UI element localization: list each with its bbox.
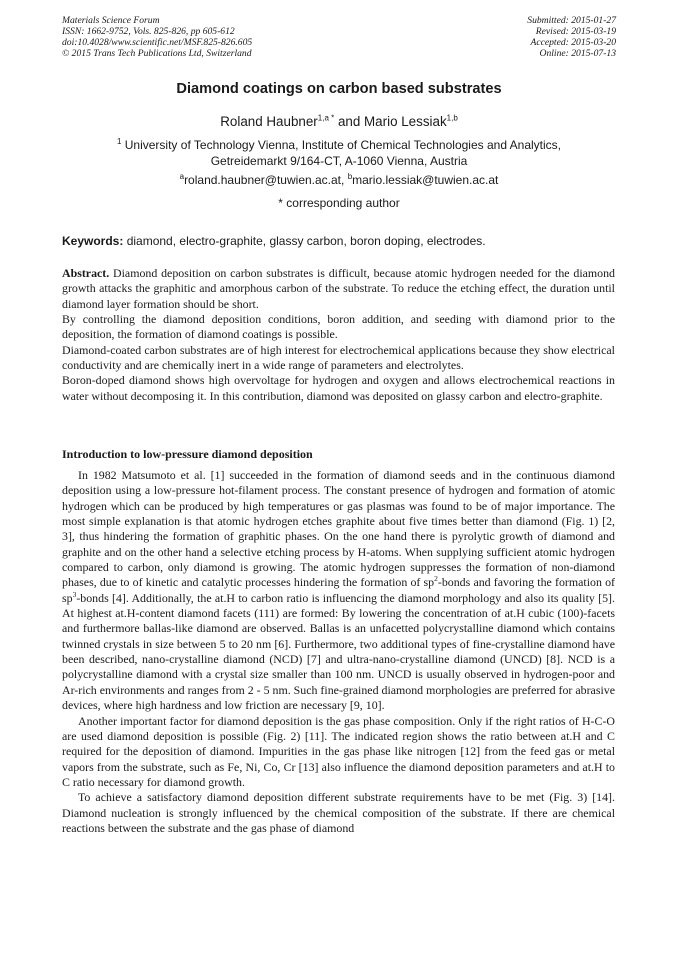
author-conjunction: and [334, 114, 365, 129]
email-link[interactable]: mario.lessiak@tuwien.ac.at [352, 173, 499, 187]
abstract-paragraph: By controlling the diamond deposition conditions, boron addition, and seeding with diamond prior to the deposition, the formation of diamond coatings is possible. [62, 312, 615, 342]
abstract [62, 266, 615, 404]
superscript: 2 [434, 574, 438, 584]
email-link[interactable]: roland.haubner@tuwien.ac.at [184, 173, 342, 187]
email-sup: a [179, 172, 185, 181]
abstract-paragraph: Boron-doped diamond shows high overvoltage for hydrogen and oxygen and allows electrochemical reactions in water without decomposing it. In this contribution, diamond was deposited on glassy carbon and electro-graphite. [62, 373, 615, 403]
submitted-date: Submitted: 2015-01-27 [527, 15, 616, 26]
affiliation-sup: 1 [116, 137, 122, 146]
body-paragraph [62, 468, 615, 714]
journal-info [62, 15, 252, 59]
body-paragraph: To achieve a satisfactory diamond deposition different substrate requirements have to be met (Fig. 3) [14]. Diamond nucleation is strongly influenced by the chemical composition of the substrate. If there are chemical reactions between the substrate and the gas phase of diamond [62, 790, 615, 835]
paper-title: Diamond coatings on carbon based substrates [176, 81, 502, 97]
section-heading: Introduction to low-pressure diamond deposition [62, 447, 313, 461]
body-paragraph: Another important factor for diamond deposition is the gas phase composition. Only if the right ratios of H-C-O are used diamond deposition is possible (Fig. 2) [11]. The indicated region shows the ratio between at.H and C required for the deposition of diamond. Impurities in the gas phase like nitrogen [12] from the feed gas or metal vapors from the substrate, such as Fe, Ni, Co, Cr [13] also influence the diamond deposition parameters and at.H to C ratio necessary for diamond growth. [62, 713, 615, 789]
section-body [62, 468, 615, 836]
author-affil-sup: 1,a * [317, 113, 335, 123]
submission-dates [527, 15, 616, 59]
journal-copyright: © 2015 Trans Tech Publications Ltd, Switzerland [62, 48, 252, 59]
abstract-paragraph: Diamond-coated carbon substrates are of high interest for electrochemical applications because they show electrical conductivity and are chemically inert in a wide range of parameters and electrolytes. [62, 342, 615, 373]
keywords [62, 234, 622, 248]
corresponding-author-note: * corresponding author [278, 196, 400, 210]
author-name: Mario Lessiak [364, 114, 447, 129]
abstract-label: Abstract. [62, 266, 110, 280]
keywords-text: diamond, electro-graphite, glassy carbon, boron doping, electrodes. [123, 234, 486, 248]
accepted-date: Accepted: 2015-03-20 [530, 37, 616, 48]
superscript: 3 [72, 589, 77, 599]
body-text-run: -bonds and favoring the formation of sp [62, 575, 615, 605]
author-list [0, 114, 678, 129]
journal-name: Materials Science Forum [62, 15, 160, 26]
journal-doi[interactable]: doi:10.4028/www.scientific.net/MSF.825-826.605 [62, 37, 253, 48]
online-date: Online: 2015-07-13 [539, 48, 616, 59]
author-affil-sup: 1,b [446, 113, 458, 123]
affiliation-address: Getreidemarkt 9/164-CT, A-1060 Vienna, Austria [210, 153, 468, 168]
author-emails [0, 173, 678, 187]
abstract-text: Diamond deposition on carbon substrates is difficult, because atomic hydrogen needed for the diamond growth attacks the graphitic and amorphous carbon of the substrate. To reduce the etching effect, the duration until diamond layer formation should be short. [62, 266, 615, 311]
affiliation-line [60, 138, 618, 154]
keywords-label: Keywords: [62, 234, 124, 248]
body-text-run: -bonds [4]. Additionally, the at.H to carbon ratio is influencing the diamond morphology and also its quality [5]. At highest at.H-content diamond facets (111) are formed: By lowering the concentration of at.H cubic (100)-facets and furthermore ballas-like diamond are observed. Ballas is an unfacetted polycrystalline diamond which contains twinned crystals in size between 5 to 20 nm [6]. Furthermore, two additional types of fine-crystalline diamond have been described, nano-crystalline diamond (NCD) [7] and ultra-nano-crystalline diamond (UNCD) [8]. NCD is a polycrystalline diamond with a crystal size smaller than 100 nm. UNCD is usually observed in hydrogen-poor and Ar-rich environments and ranges from 2 - 5 nm. Such fine-grained diamond morphologies are preferred for abrasive devices, where high hardness and low friction are necessary [9, 10]. [62, 590, 615, 713]
affiliation-text: University of Technology Vienna, Institute of Chemical Technologies and Analytics, [121, 138, 562, 152]
email-separator: , [341, 173, 348, 187]
author-name: Roland Haubner [220, 114, 318, 129]
body-text-run: In 1982 Matsumoto et al. [1] succeeded in the formation of diamond seeds and in the continuous diamond deposition using a low-pressure hot-filament process. The constant presence of hydrogen and formation of atomic hydrogen which can be produced by high temperatures or gas plasmas was found to be of major importance. The most simple explanation is that atomic hydrogen etches graphite about five times better than diamond (Fig. 1) [2, 3], thus hindering the formation of graphitic phases. On the one hand there is pyrolytic growth of diamond and graphite and on the other hand a selective etching process by H-atoms. When supplying sufficient atomic hydrogen compared to carbon, only diamond is growing. The atomic hydrogen suppresses the formation of non-diamond phases, due to of kinetic and catalytic processes hindering the formation of sp [62, 468, 615, 590]
abstract-paragraph [62, 266, 615, 312]
email-sup: b [347, 172, 353, 181]
affiliation [60, 138, 618, 169]
journal-issn: ISSN: 1662-9752, Vols. 825-826, pp 605-612 [62, 26, 235, 37]
revised-date: Revised: 2015-03-19 [535, 26, 616, 37]
